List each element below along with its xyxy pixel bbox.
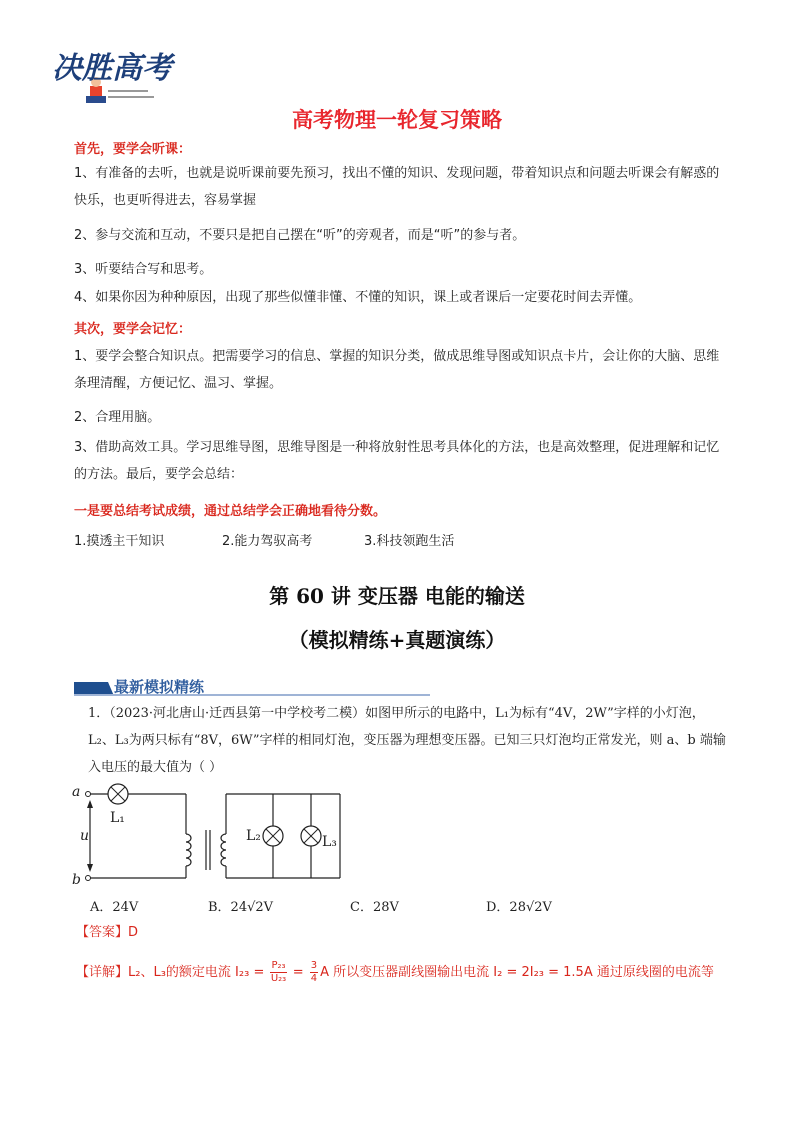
answer-value: D bbox=[128, 925, 139, 940]
page-title: 高考物理一轮复习策略 bbox=[292, 108, 502, 132]
banner-title: 最新模拟精练 bbox=[114, 678, 205, 696]
lecture-subtitle: （模拟精练+真题演练） bbox=[288, 628, 506, 652]
section1-item-1: 1、有准备的去听，也就是说听课前要先预习，找出不懂的知识、发现问题，带着知识点和问题去听课会有解惑的快乐，也更听得进去，容易掌握 bbox=[74, 166, 720, 208]
logo-book-icon bbox=[90, 86, 102, 96]
detail-tag: 【详解】 bbox=[76, 965, 129, 980]
section1-item-3: 3、听要结合写和思考。 bbox=[74, 262, 213, 277]
lamp-icon bbox=[301, 826, 321, 846]
terminal-b-icon bbox=[86, 876, 91, 881]
option-a: A．24V bbox=[90, 900, 139, 915]
answer bbox=[76, 921, 138, 940]
tip-2: 2.能力驾驭高考 bbox=[222, 534, 313, 549]
label-L1: L₁ bbox=[110, 810, 125, 826]
label-L3: L₃ bbox=[322, 834, 337, 850]
section2-item-2: 2、合理用脑。 bbox=[74, 410, 161, 425]
section2-item-3: 3、借助高效工具。学习思维导图，思维导图是一种将放射性思考具体化的方法，也是高效整理，促进理解和记忆的方法。最后，要学会总结： bbox=[74, 440, 720, 482]
detail-part1: L₂、L₃的额定电流 I₂₃ = bbox=[128, 965, 265, 980]
logo-text: 决胜高考 bbox=[52, 51, 172, 86]
option-d: D．28√2V bbox=[486, 900, 552, 915]
section1-item-4: 4、如果你因为种种原因，出现了那些似懂非懂、不懂的知识，课上或者课后一定要花时间去弄懂。 bbox=[74, 290, 642, 305]
answer-tag: 【答案】 bbox=[76, 925, 129, 940]
tip-1: 1.摸透主干知识 bbox=[74, 534, 165, 549]
fraction-1: $\frac{\text{P₂₃}}{\text{U₂₃}}$ bbox=[270, 960, 287, 984]
detail-part2: A 所以变压器副线圈输出电流 I₂ = 2I₂₃ = 1.5A 通过原线圈的电流等 bbox=[320, 965, 714, 980]
lamp-icon bbox=[108, 784, 128, 804]
terminal-a-icon bbox=[86, 792, 91, 797]
label-u: u bbox=[80, 828, 90, 844]
circuit-diagram bbox=[68, 778, 348, 890]
section2-item-1: 1、要学会整合知识点。把需要学习的信息、掌握的知识分类，做成思维导图或知识点卡片，会让你的大脑、思维条理清醒，方便记忆、温习、掌握。 bbox=[74, 349, 720, 391]
label-L2: L₂ bbox=[246, 828, 261, 844]
label-b: b bbox=[72, 872, 81, 888]
section2-heading: 其次，要学会记忆： bbox=[74, 322, 192, 337]
lecture-title: 第 60 讲 变压器 电能的输送 bbox=[269, 584, 525, 608]
option-c: C．28V bbox=[350, 900, 399, 915]
summary-line: 一是要总结考试成绩，通过总结学会正确地看待分数。 bbox=[74, 504, 387, 519]
fraction-2: $\frac{3}{4}$ bbox=[310, 960, 318, 984]
section1-heading: 首先，要学会听课： bbox=[74, 142, 192, 157]
lamp-icon bbox=[263, 826, 283, 846]
detail bbox=[76, 960, 714, 985]
question-text: 1．（2023·河北唐山·迁西县第一中学校考二模）如图甲所示的电路中，L₁为标有“4V，2W”字样的小灯泡，L₂、L₃为两只标有“8V，6W”字样的相同灯泡，变压器为理想变压器。已知三只灯泡均正常发光，则 a、b 端输入电压的最大值为（ ） bbox=[88, 706, 726, 775]
equals: = bbox=[292, 965, 304, 980]
section1-item-2: 2、参与交流和互动，不要只是把自己摆在“听”的旁观者，而是“听”的参与者。 bbox=[74, 228, 526, 243]
tip-3: 3.科技领跑生活 bbox=[364, 534, 455, 549]
option-b: B．24√2V bbox=[208, 900, 274, 915]
label-a: a bbox=[72, 784, 81, 800]
